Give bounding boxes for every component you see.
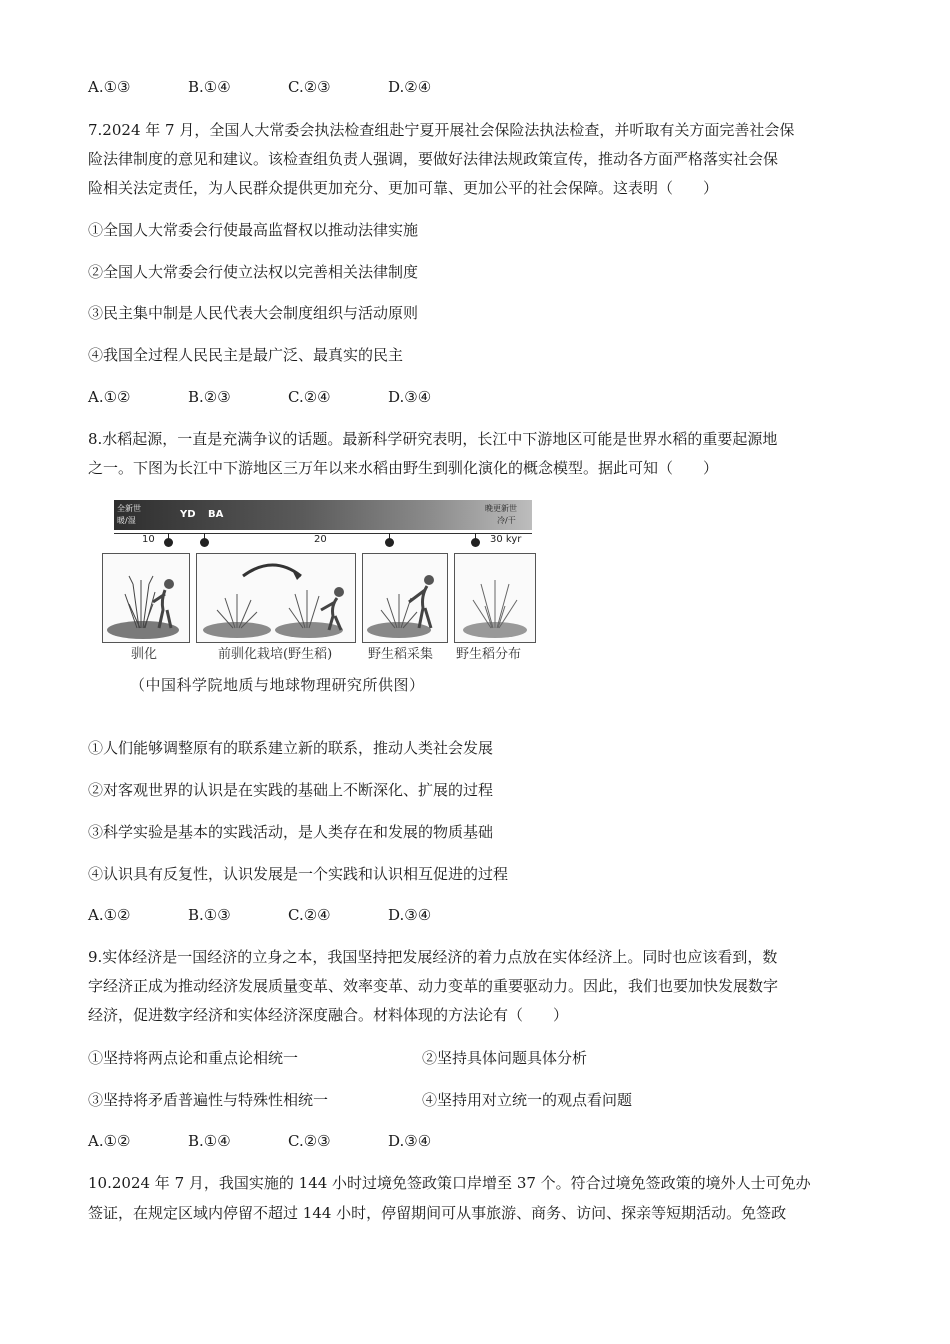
panel-wild-gathering — [362, 553, 448, 643]
q6-options — [88, 77, 488, 97]
q9-item-3: ③坚持将矛盾普遍性与特殊性相统一 — [88, 1091, 329, 1109]
q9-item-1: ①坚持将两点论和重点论相统一 — [88, 1049, 299, 1067]
q8-option-b: B.①③ — [188, 906, 231, 924]
q8-option-a: A.①② — [88, 906, 131, 924]
caption-pre-domestication: 前驯化栽培(野生稻) — [218, 647, 333, 662]
bar-right-bottom-label: 冷/干 — [497, 516, 516, 525]
rice-with-person-illustration — [103, 554, 189, 642]
panel-wild-distribution — [454, 553, 536, 643]
q8-stem-line: 之一。下图为长江中下游地区三万年以来水稻由野生到驯化演化的概念模型。据此可知（ ） — [88, 459, 719, 477]
q7-item-4: ④我国全过程人民民主是最广泛、最真实的民主 — [88, 346, 404, 364]
mark-ba: BA — [208, 509, 224, 520]
q7-item-2: ②全国人大常委会行使立法权以完善相关法律制度 — [88, 263, 419, 281]
cultivation-illustration — [197, 554, 355, 642]
q8-item-1: ①人们能够调整原有的联系建立新的联系，推动人类社会发展 — [88, 739, 494, 757]
pin-dot — [200, 538, 209, 547]
pin-dot — [164, 538, 173, 547]
q7-option-c: C.②④ — [288, 388, 331, 406]
q9-options — [88, 1131, 488, 1151]
q9-option-b: B.①④ — [188, 1132, 231, 1150]
figure-credit: （中国科学院地质与地球物理研究所供图） — [130, 676, 425, 694]
q6-option-c: C.②③ — [288, 78, 331, 96]
mark-yd: YD — [180, 509, 196, 520]
caption-wild-gathering: 野生稻采集 — [368, 647, 434, 662]
tick-label-30kyr: 30 kyr — [490, 534, 522, 545]
pin-dot — [471, 538, 480, 547]
q8-options — [88, 905, 488, 925]
panel-pre-domestication — [196, 553, 356, 643]
q8-option-d: D.③④ — [388, 906, 432, 924]
q7-item-1: ①全国人大常委会行使最高监督权以推动法律实施 — [88, 221, 419, 239]
bar-left-bottom-label: 暖/湿 — [117, 516, 136, 525]
q9-stem-line: 9.实体经济是一国经济的立身之本，我国坚持把发展经济的着力点放在实体经济上。同时也应该看到，数 — [88, 948, 778, 966]
caption-wild-distribution: 野生稻分布 — [456, 647, 522, 662]
q8-item-2: ②对客观世界的认识是在实践的基础上不断深化、扩展的过程 — [88, 781, 494, 799]
q6-option-b: B.①④ — [188, 78, 231, 96]
q9-option-c: C.②③ — [288, 1132, 331, 1150]
q7-options — [88, 387, 488, 407]
tick-label-20: 20 — [314, 534, 327, 545]
q8-option-c: C.②④ — [288, 906, 331, 924]
wild-rice-illustration — [455, 554, 535, 642]
q9-option-a: A.①② — [88, 1132, 131, 1150]
q7-stem-line: 险法律制度的意见和建议。该检查组负责人强调，要做好法律法规政策宣传，推动各方面严格落实社会保 — [88, 150, 779, 168]
q9-option-d: D.③④ — [388, 1132, 432, 1150]
gathering-illustration — [363, 554, 447, 642]
q8-item-3: ③科学实验是基本的实践活动，是人类存在和发展的物质基础 — [88, 823, 494, 841]
q9-item-2: ②坚持具体问题具体分析 — [422, 1049, 588, 1067]
caption-domestication: 驯化 — [131, 647, 158, 662]
q8-item-4: ④认识具有反复性，认识发展是一个实践和认识相互促进的过程 — [88, 865, 509, 883]
q7-stem-line: 7.2024 年 7 月，全国人大常委会执法检查组赴宁夏开展社会保险法执法检查，并听取有关方面完善社会保 — [88, 121, 795, 139]
q7-option-d: D.③④ — [388, 388, 432, 406]
q10-stem-line: 签证，在规定区域内停留不超过 144 小时，停留期间可从事旅游、商务、访问、探亲等短期活动。免签政 — [88, 1204, 787, 1222]
pin-dot — [385, 538, 394, 547]
timeline-bar — [114, 500, 532, 530]
q6-option-d: D.②④ — [388, 78, 432, 96]
panel-domestication — [102, 553, 190, 643]
bar-left-top-label: 全新世 — [117, 504, 141, 513]
bar-right-top-label: 晚更新世 — [485, 504, 517, 513]
q10-stem-line: 10.2024 年 7 月，我国实施的 144 小时过境免签政策口岸增至 37 个。符合过境免签政策的境外人士可免办 — [88, 1174, 811, 1192]
q9-stem-line: 字经济正成为推动经济发展质量变革、效率变革、动力变革的重要驱动力。因此，我们也要加快发展数字 — [88, 977, 779, 995]
q9-stem-line: 经济，促进数字经济和实体经济深度融合。材料体现的方法论有（ ） — [88, 1006, 569, 1024]
q8-stem-line: 8.水稻起源，一直是充满争议的话题。最新科学研究表明，长江中下游地区可能是世界水稻的重要起源地 — [88, 430, 778, 448]
q6-option-a: A.①③ — [88, 78, 131, 96]
q9-item-4: ④坚持用对立统一的观点看问题 — [422, 1091, 633, 1109]
q7-item-3: ③民主集中制是人民代表大会制度组织与活动原则 — [88, 304, 419, 322]
q7-stem-line: 险相关法定责任，为人民群众提供更加充分、更加可靠、更加公平的社会保障。这表明（ ） — [88, 179, 719, 197]
tick-label-10: 10 — [142, 534, 155, 545]
rice-domestication-figure — [100, 496, 540, 702]
q7-option-b: B.②③ — [188, 388, 231, 406]
q7-option-a: A.①② — [88, 388, 131, 406]
